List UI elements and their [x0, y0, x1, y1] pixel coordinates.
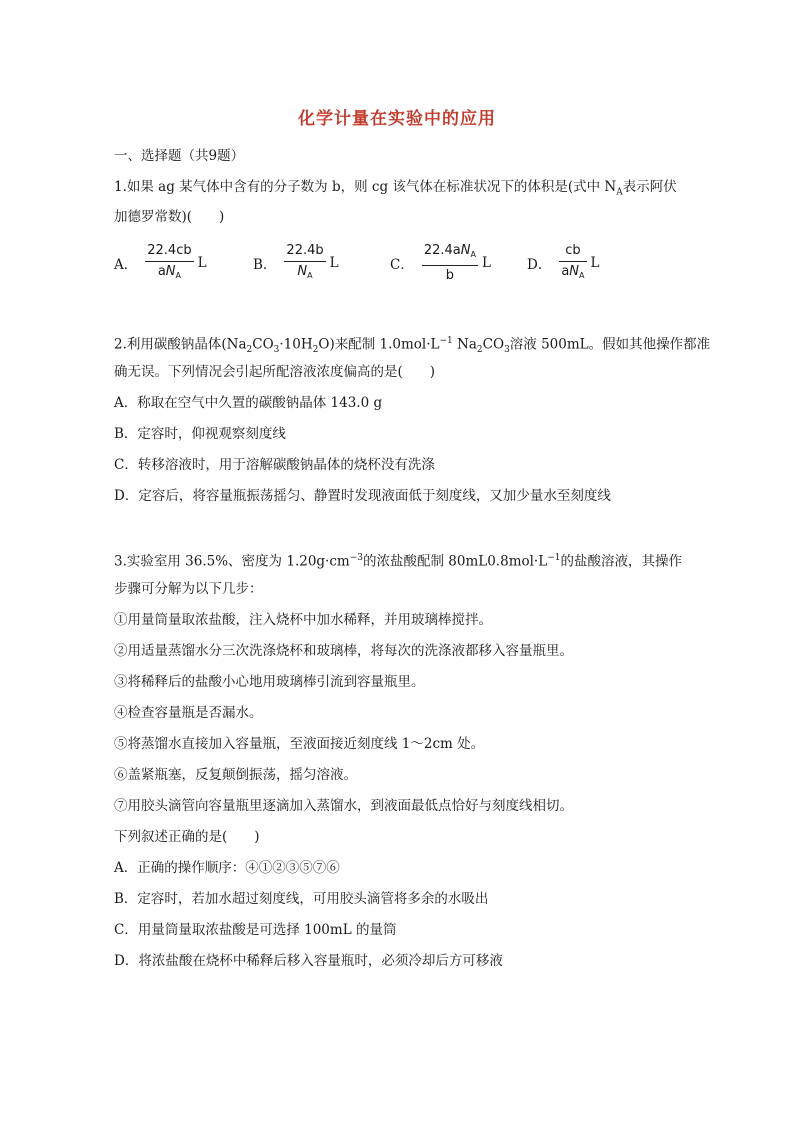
q1-option-d-fraction: $\frac{cb}{aN_A}$ [561, 242, 585, 280]
q1-option-b-fraction: $\frac{22.4b}{N_A}$ [286, 242, 324, 280]
q1-option-c-fraction: $\frac{22.4aN_A}{b}$ [423, 242, 476, 283]
q2-option-b[interactable]: B．定容时，仰视观察刻度线 [114, 426, 286, 442]
q3-step-5: ⑤将蒸馏水直接加入容量瓶，至液面接近刻度线 1～2cm 处。 [114, 736, 485, 752]
q3-step-3: ③将稀释后的盐酸小心地用玻璃棒引流到容量瓶里。 [114, 674, 425, 690]
q1-stem-line2: 加德罗常数)( ) [114, 209, 225, 225]
q3-option-d[interactable]: D．将浓盐酸在烧杯中稀释后移入容量瓶时，必须冷却后方可移液 [114, 953, 503, 969]
q1-option-a-fraction: $\frac{22.4cb}{aN_A}$ [147, 242, 192, 280]
q3-prompt: 下列叙述正确的是( ) [114, 829, 260, 845]
q1-option-c[interactable]: C． $\frac{22.4aN_A}{b}$ L [390, 242, 491, 283]
q3-step-7: ⑦用胶头滴管向容量瓶里逐滴加入蒸馏水，到液面最低点恰好与刻度线相切。 [114, 798, 573, 814]
q2-option-d[interactable]: D．定容后，将容量瓶振荡摇匀、静置时发现液面低于刻度线，又加少量水至刻度线 [114, 488, 611, 504]
q2-stem-line2: 确无误。下列情况会引起所配溶液浓度偏高的是( ) [114, 364, 436, 380]
section-heading: 一、选择题（共9题） [114, 148, 245, 164]
q1-option-b[interactable]: B． $\frac{22.4b}{N_A}$ L [253, 240, 339, 286]
q1-option-d[interactable]: D． $\frac{cb}{aN_A}$ L [527, 240, 599, 286]
q2-stem-line1: 2.利用碳酸钠晶体$(Na_2CO_3\cdot 10H_2O)$来配制 $1.0mol\cdot L^{-1}$ $Na_2CO_3$溶液 500mL。假如其他操作都准 [114, 336, 711, 356]
q3-option-a[interactable]: A．正确的操作顺序：④①②③⑤⑦⑥ [114, 860, 340, 876]
q3-option-c[interactable]: C．用量筒量取浓盐酸是可选择 100mL 的量筒 [114, 922, 397, 938]
page-title: 化学计量在实验中的应用 [298, 109, 496, 129]
q3-option-b[interactable]: B．定容时，若加水超过刻度线，可用胶头滴管将多余的水吸出 [114, 891, 489, 907]
q3-stem-line2: 步骤可分解为以下几步： [114, 581, 263, 597]
q3-step-4: ④检查容量瓶是否漏水。 [114, 705, 263, 721]
q1-stem-line1: 1.如果 ag 某气体中含有的分子数为 b，则 cg 该气体在标准状况下的体积是(式中 $N_A$表示阿伏 [114, 179, 677, 198]
q3-step-6: ⑥盖紧瓶塞，反复颠倒振荡，摇匀溶液。 [114, 767, 357, 783]
q1-option-a[interactable]: A． $\frac{22.4cb}{aN_A}$ L [114, 240, 207, 286]
q2-option-a[interactable]: A．称取在空气中久置的碳酸钠晶体 143.0 g [114, 395, 383, 411]
q3-stem-line1: 3.实验室用 36.5%、密度为 $1.20g\cdot cm^{-3}$的浓盐酸配制 $80mL0.8mol\cdot L^{-1}$的盐酸溶液，其操作 [114, 553, 682, 570]
q2-option-c[interactable]: C．转移溶液时，用于溶解碳酸钠晶体的烧杯没有洗涤 [114, 457, 435, 473]
q1-options [114, 240, 714, 286]
q3-step-2: ②用适量蒸馏水分三次洗涤烧杯和玻璃棒，将每次的洗涤液都移入容量瓶里。 [114, 643, 573, 659]
q3-step-1: ①用量筒量取浓盐酸，注入烧杯中加水稀释，并用玻璃棒搅拌。 [114, 612, 492, 628]
